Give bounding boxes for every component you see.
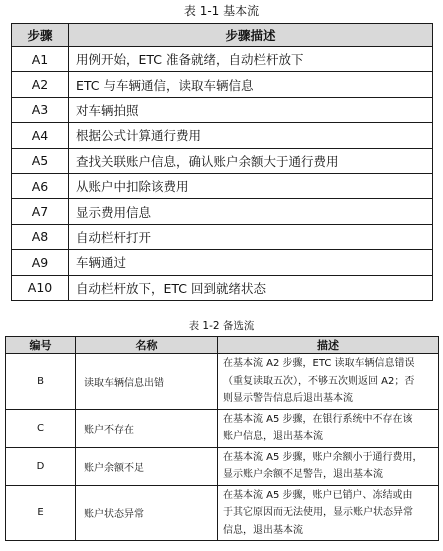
step-description: 根据公式计算通行费用	[69, 123, 433, 148]
table-row	[6, 447, 439, 485]
step-id: A6	[12, 173, 69, 198]
flow-id: B	[6, 354, 76, 410]
table-row	[12, 123, 433, 148]
table-row	[12, 173, 433, 198]
step-id: A10	[12, 275, 69, 300]
step-id: A2	[12, 72, 69, 97]
basic-flow-table	[11, 23, 433, 301]
table-header-row	[6, 337, 439, 354]
table-row	[12, 47, 433, 72]
step-id: A9	[12, 250, 69, 275]
table-row	[6, 354, 439, 410]
flow-name: 读取车辆信息出错	[76, 354, 218, 410]
flow-description	[218, 354, 439, 410]
step-description: 自动栏杆打开	[69, 224, 433, 249]
flow-description	[218, 409, 439, 447]
flow-description	[218, 447, 439, 485]
step-description: 车辆通过	[69, 250, 433, 275]
step-id: A4	[12, 123, 69, 148]
table-row	[12, 97, 433, 122]
step-description: 用例开始，ETC 准备就绪，自动栏杆放下	[69, 47, 433, 72]
description-line: 在基本流 A5 步骤，账户已销户、冻结或由	[223, 489, 413, 501]
column-header-description: 描述	[218, 337, 439, 354]
table2-caption: 表 1-2 备选流	[188, 320, 255, 332]
table-row	[6, 485, 439, 541]
description-line: 账户信息，退出基本流	[223, 431, 323, 442]
flow-name: 账户状态异常	[76, 485, 218, 541]
description-line: 显示账户余额不足警告，退出基本流	[223, 469, 383, 480]
description-line: 在基本流 A2 步骤，ETC 读取车辆信息错误	[223, 358, 415, 369]
flow-description	[218, 485, 439, 541]
description-line: 信息，退出基本流	[223, 524, 303, 536]
flow-id: C	[6, 409, 76, 447]
column-header-id: 编号	[6, 337, 76, 354]
table-row	[12, 224, 433, 249]
step-description: 自动栏杆放下，ETC 回到就绪状态	[69, 275, 433, 300]
step-id: A5	[12, 148, 69, 173]
table-row	[12, 72, 433, 97]
step-id: A3	[12, 97, 69, 122]
description-line: （重复读取五次），不够五次则返回 A2；否	[223, 375, 415, 387]
table-row	[6, 409, 439, 447]
step-description: 显示费用信息	[69, 199, 433, 224]
table-header-row	[12, 24, 433, 47]
step-description: 查找关联账户信息，确认账户余额大于通行费用	[69, 148, 433, 173]
table1-caption: 表 1-1 基本流	[183, 4, 260, 18]
step-description: ETC 与车辆通信，读取车辆信息	[69, 72, 433, 97]
step-id: A1	[12, 47, 69, 72]
description-line: 于其它原因而无法使用，显示账户状态异常	[223, 507, 413, 518]
description-line: 在基本流 A5 步骤，账户余额小于通行费用，	[223, 451, 423, 463]
alternative-flow-table	[5, 336, 439, 541]
table-row	[12, 199, 433, 224]
description-line: 在基本流 A5 步骤，在银行系统中不存在该	[223, 413, 413, 425]
step-description: 从账户中扣除该费用	[69, 173, 433, 198]
flow-name: 账户不存在	[76, 409, 218, 447]
column-header-step: 步骤	[12, 24, 69, 47]
flow-name: 账户余额不足	[76, 447, 218, 485]
step-id: A7	[12, 199, 69, 224]
flow-id: D	[6, 447, 76, 485]
table-row	[12, 275, 433, 300]
column-header-name: 名称	[76, 337, 218, 354]
table-row	[12, 148, 433, 173]
flow-id: E	[6, 485, 76, 541]
step-id: A8	[12, 224, 69, 249]
table-row	[12, 250, 433, 275]
description-line: 则显示警告信息后退出基本流	[223, 393, 353, 404]
column-header-step-description: 步骤描述	[69, 24, 433, 47]
step-description: 对车辆拍照	[69, 97, 433, 122]
